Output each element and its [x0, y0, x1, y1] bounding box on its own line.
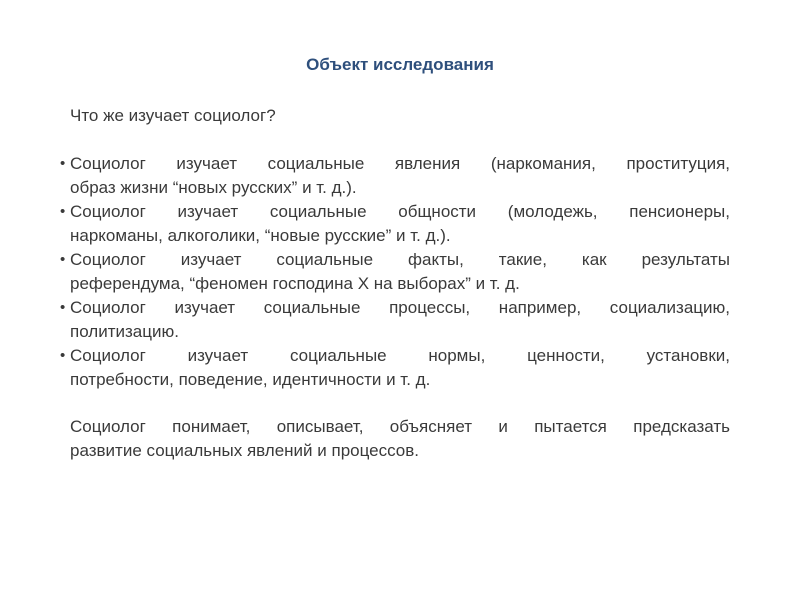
bullet-line: Социолог изучает социальные процессы, например, социализацию,	[70, 298, 730, 317]
bullet-icon: •	[60, 203, 66, 220]
bullet-line: политизацию.	[70, 322, 179, 341]
bullet-line: Социолог изучает социальные факты, такие, как результаты	[70, 250, 730, 269]
list-item	[60, 296, 730, 344]
conclusion-line: Социолог понимает, описывает, объясняет и пытается предсказать	[70, 417, 730, 436]
bullet-line: референдума, “феномен господина X на выборах” и т. д.	[70, 274, 520, 293]
bullet-icon: •	[60, 347, 66, 364]
bullet-list	[60, 152, 730, 392]
conclusion-text	[70, 415, 730, 463]
bullet-line: Социолог изучает социальные нормы, ценности, установки,	[70, 346, 730, 365]
list-item	[60, 152, 730, 200]
bullet-icon: •	[60, 299, 66, 316]
bullet-line: потребности, поведение, идентичности и т. д.	[70, 370, 431, 389]
bullet-icon: •	[60, 251, 66, 268]
bullet-icon: •	[60, 155, 66, 172]
list-item	[60, 248, 730, 296]
slide-content	[60, 104, 730, 463]
bullet-line: образ жизни “новых русских” и т. д.).	[70, 178, 357, 197]
question-text: Что же изучает социолог?	[70, 106, 276, 125]
slide-title: Объект исследования	[306, 55, 494, 74]
bullet-line: наркоманы, алкоголики, “новые русские” и т. д.).	[70, 226, 451, 245]
bullet-line: Социолог изучает социальные явления (наркомания, проституция,	[70, 154, 730, 173]
list-item	[60, 344, 730, 392]
list-item	[60, 200, 730, 248]
bullet-line: Социолог изучает социальные общности (молодежь, пенсионеры,	[70, 202, 730, 221]
conclusion-line: развитие социальных явлений и процессов.	[70, 441, 419, 460]
